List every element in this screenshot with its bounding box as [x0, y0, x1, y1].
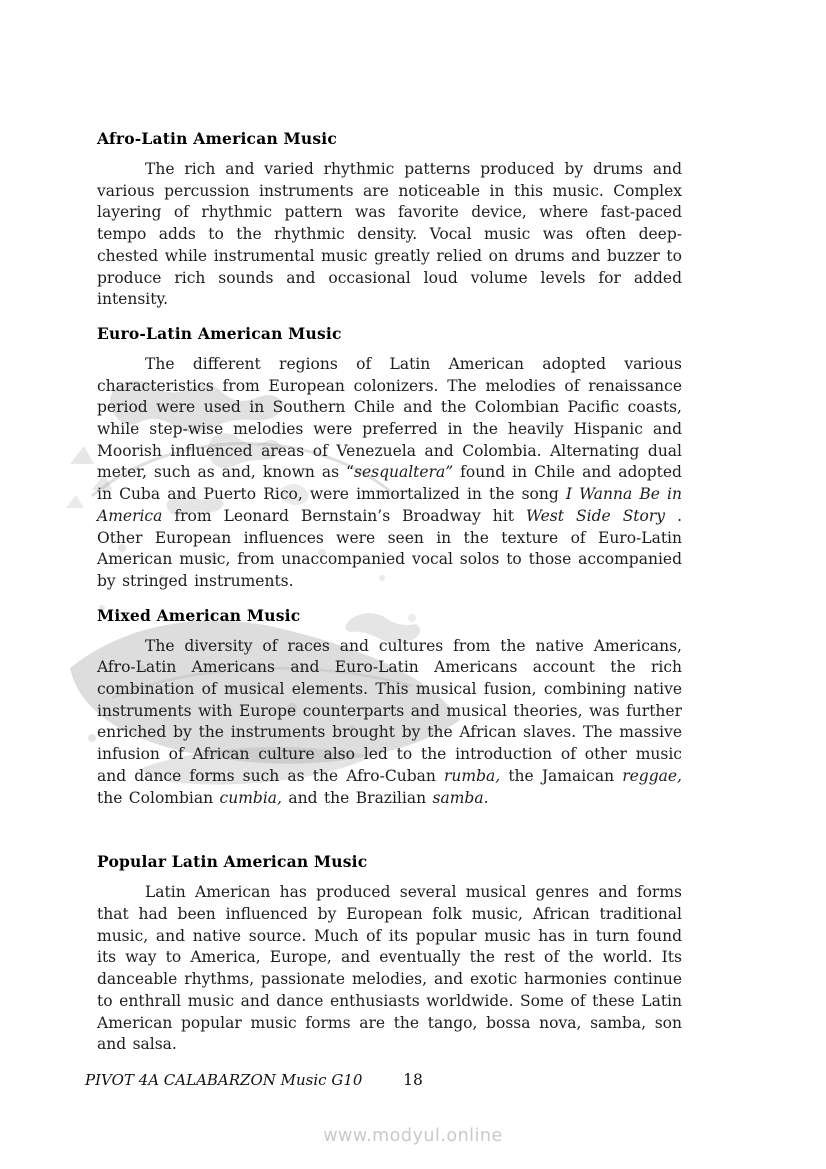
section-body — [97, 636, 682, 810]
text-run: found in Chile and adopted in Cuba and Puerto Rico, were immortalized in the song — [97, 463, 682, 504]
section-euro-latin-american-music — [97, 323, 682, 593]
italic-text-run: I Wanna Be in America — [97, 485, 682, 525]
text-run: . Other European influences were seen in the texture of Euro-Latin American music, from unaccompanied vocal solos to those accompanied by stringed instruments. — [97, 506, 682, 590]
section-body — [97, 354, 682, 593]
paragraph — [97, 636, 682, 810]
section-body — [97, 159, 682, 311]
text-run: and the Brazilian — [281, 788, 433, 807]
page-content — [97, 128, 682, 1064]
text-run: the Colombian — [97, 788, 220, 807]
text-run: The rich and varied rhythmic patterns produced by drums and various percussion instruments are noticeable in this music. Complex layering of rhythmic pattern was favorite device, where fast-paced tempo adds to the rhythmic density. Vocal music was often deep-chested while instrumental music greatly relied on drums and buzzer to produce rich sounds and occasional loud volume levels for added intensity. — [97, 160, 682, 309]
footer-book-reference: PIVOT 4A CALABARZON Music G10 — [85, 1071, 363, 1089]
italic-text-run: reggae, — [622, 766, 682, 785]
section-heading: Euro-Latin American Music — [97, 323, 342, 343]
italic-text-run: cumbia, — [219, 788, 282, 807]
section-mixed-american-music — [97, 605, 682, 810]
paragraph — [97, 354, 682, 593]
italic-text-run: West Side Story — [525, 506, 666, 525]
text-run: The diversity of races and cultures from the native Americans, Afro-Latin Americans and Euro-Latin Americans account the rich combination of musical elements. This musical fusion, combining native instruments with Europe counterparts and musical theories, was further enriched by the instruments brought by the African slaves. The massive infusion of African culture also led to the introduction of other music and dance forms such as the Afro-Cuban — [97, 636, 682, 785]
paragraph — [97, 159, 682, 311]
section-heading: Mixed American Music — [97, 605, 301, 625]
section-afro-latin-american-music — [97, 128, 682, 311]
section-body — [97, 882, 682, 1056]
site-watermark-text: www.modyul.online — [323, 1126, 503, 1146]
italic-text-run: sesqualtera” — [353, 463, 454, 482]
text-run: Latin American has produced several musical genres and forms that had been influenced by European folk music, African traditional music, and native source. Much of its popular music has in turn found its way to America, Europe, and eventually the rest of the world. Its danceable rhythms, passionate melodies, and exotic harmonies continue to enthrall music and dance enthusiasts worldwide. Some of these Latin American popular music forms are the tango, bossa nova, samba, son and salsa. — [97, 883, 682, 1054]
text-run: . — [483, 788, 489, 807]
text-run: The different regions of Latin American adopted various characteristics from European colonizers. The melodies of renaissance period were used in Southern Chile and the Colombian Pacific coasts, while step-wise melodies were preferred in the heavily Hispanic and Moorish influenced areas of Venezuela and Colombia. Alternating dual meter, such as and, known as “ — [97, 354, 682, 482]
section-heading: Afro-Latin American Music — [97, 129, 337, 148]
footer-page-number: 18 — [403, 1071, 423, 1089]
text-run: from Leonard Bernstain’s Broadway hit — [162, 506, 526, 525]
section-heading: Popular Latin American Music — [97, 852, 368, 872]
italic-text-run: samba — [432, 788, 484, 807]
section-popular-latin-american-music — [97, 851, 682, 1056]
text-run: the Jamaican — [500, 766, 623, 785]
paragraph — [97, 882, 682, 1056]
page-footer — [0, 1071, 826, 1093]
italic-text-run: rumba, — [444, 766, 501, 785]
